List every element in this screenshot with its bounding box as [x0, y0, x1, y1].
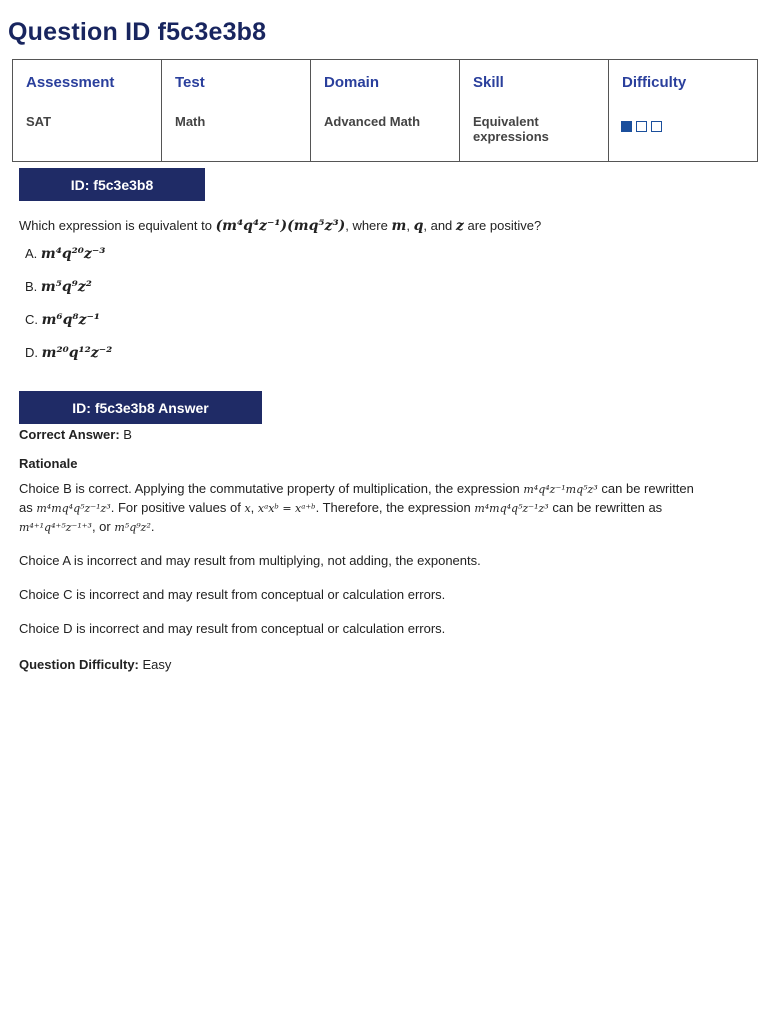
correct-answer-label: Correct Answer: [19, 427, 120, 442]
rationale-text: can be rewritten [601, 481, 694, 496]
difficulty-square-empty [636, 121, 647, 132]
correct-answer-value: B [123, 427, 132, 442]
question-middle: , where [345, 218, 388, 233]
rationale-expression: m⁴⁺¹q⁴⁺⁵z⁻¹⁺³ [19, 521, 92, 534]
choice-letter: B. [25, 279, 38, 294]
rationale-text: . Therefore, the expression [315, 500, 471, 515]
difficulty-square-empty [651, 121, 662, 132]
assessment-cell [13, 60, 162, 162]
domain-header: Domain [324, 74, 380, 91]
choice-expression: m⁶q⁸z⁻¹ [41, 312, 100, 328]
rationale-expression: m⁵q⁹z² [114, 521, 151, 534]
test-value: Math [175, 114, 206, 129]
question-id-banner: ID: f5c3e3b8 [19, 168, 205, 201]
assessment-header: Assessment [26, 74, 115, 91]
difficulty-indicator [609, 110, 757, 132]
assessment-value: SAT [26, 114, 52, 129]
difficulty-cell [609, 60, 758, 162]
difficulty-header: Difficulty [622, 74, 687, 91]
correct-answer [19, 427, 132, 442]
variable-z: z [455, 218, 464, 234]
choice-expression: m⁴q²⁰z⁻³ [40, 246, 106, 262]
choice-letter: C. [25, 312, 38, 327]
question-meta-table [12, 59, 758, 162]
domain-cell [311, 60, 460, 162]
rationale-text: can be rewritten as [552, 500, 663, 515]
rationale-expression: m⁴mq⁴q⁵z⁻¹z³ [474, 502, 549, 515]
rationale-text: Choice B is correct. Applying the commutative property of multiplication, the expression [19, 481, 520, 496]
rationale-text: . For positive values of [110, 500, 241, 515]
choice-a [25, 246, 105, 262]
choice-b [25, 279, 92, 295]
rationale-line-1 [19, 481, 694, 496]
test-header: Test [175, 74, 205, 91]
question-difficulty-label: Question Difficulty: [19, 657, 139, 672]
rationale-heading: Rationale [19, 456, 78, 471]
question-difficulty [19, 657, 171, 672]
choice-letter: A. [25, 246, 38, 261]
choice-expression: m⁵q⁹z² [40, 279, 92, 295]
rationale-expression: m⁴mq⁴q⁵z⁻¹z³ [36, 502, 111, 515]
exponent-rule: xᵃxᵇ = xᵃ⁺ᵇ [257, 502, 316, 515]
page-title: Question ID f5c3e3b8 [8, 18, 267, 46]
explanation-choice-a: Choice A is incorrect and may result from multiplying, not adding, the exponents. [19, 553, 481, 568]
variable-q: q [413, 218, 424, 234]
choice-c [25, 312, 100, 328]
domain-value: Advanced Math [324, 114, 421, 129]
skill-cell [460, 60, 609, 162]
question-prefix: Which expression is equivalent to [19, 218, 212, 233]
rationale-line-3 [19, 519, 155, 534]
question-stem [19, 218, 541, 234]
rationale-text: , or [91, 519, 111, 534]
rationale-expression: m⁴q⁴z⁻¹mq⁵z³ [523, 483, 598, 496]
question-and: , and [423, 218, 453, 233]
choice-d [25, 345, 112, 361]
rationale-line-2: as m⁴mq⁴q⁵z⁻¹z³. For positive values of x, xᵃxᵇ = xᵃ⁺ᵇ. Therefore, the expression m⁴mq⁴q⁵z⁻¹z³ can be rewritten as [19, 500, 663, 515]
choice-letter: D. [25, 345, 38, 360]
test-cell [162, 60, 311, 162]
rationale-text: . [150, 519, 155, 534]
comma: , [406, 218, 410, 233]
question-suffix: are positive? [467, 218, 542, 233]
variable-m: m [391, 218, 407, 234]
skill-value: Equivalent expressions [473, 114, 549, 144]
explanation-choice-d: Choice D is incorrect and may result from conceptual or calculation errors. [19, 621, 446, 636]
question-expression: (m⁴q⁴z⁻¹)(mq⁵z³) [215, 218, 346, 234]
question-difficulty-value: Easy [142, 657, 172, 672]
choice-expression: m²⁰q¹²z⁻² [41, 345, 113, 361]
explanation-choice-c: Choice C is incorrect and may result from conceptual or calculation errors. [19, 587, 446, 602]
rationale-variable: x [244, 502, 251, 515]
answer-id-banner: ID: f5c3e3b8 Answer [19, 391, 262, 424]
difficulty-square-filled [621, 121, 632, 132]
rationale-text: as [19, 500, 33, 515]
skill-header: Skill [473, 74, 504, 91]
